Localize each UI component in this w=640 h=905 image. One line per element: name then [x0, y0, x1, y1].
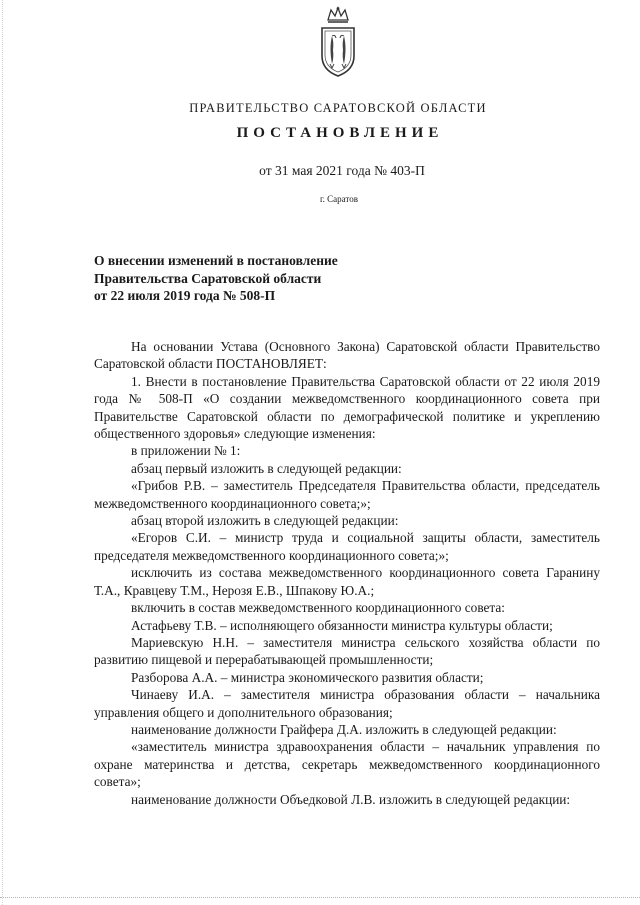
- subject-line: О внесении изменений в постановление: [94, 253, 338, 268]
- body-paragraph: включить в состав межведомственного координационного совета:: [131, 600, 505, 616]
- body-paragraph: Мариевскую Н.Н. – заместителя министра сельского хозяйства области по развитию пищевой и перерабатывающей промышленности;: [94, 634, 600, 668]
- body-paragraph: На основании Устава (Основного Закона) Саратовской области Правительство Саратовской области ПОСТАНОВЛЯЕТ:: [94, 339, 600, 372]
- subject-line: от 22 июля 2019 года № 508-П: [94, 288, 276, 303]
- organization-name: ПРАВИТЕЛЬСТВО САРАТОВСКОЙ ОБЛАСТИ: [189, 101, 487, 115]
- document-city: г. Саратов: [320, 194, 358, 204]
- subject-line: Правительства Саратовской области: [94, 270, 322, 286]
- body-paragraph: наименование должности Объедковой Л.В. изложить в следующей редакции:: [131, 791, 571, 807]
- body-paragraph: Астафьеву Т.В. – исполняющего обязанности министра культуры области;: [131, 617, 553, 633]
- body-paragraph: исключить из состава межведомственного координационного совета Гаранину Т.А., Кравцеву Т.М., Нерозя Е.В., Шпакову Ю.А.;: [94, 565, 600, 598]
- body-paragraph: «Грибов Р.В. – заместитель Председателя Правительства области, председатель межведомственного координационного совета;»;: [94, 478, 600, 511]
- body-paragraph: Разборова А.А. – министра экономического развития области;: [131, 669, 484, 685]
- body-paragraph: «Егоров С.И. – министр труда и социальной защиты области, заместитель председателя межведомственного координационного совета;»;: [94, 530, 600, 563]
- page-bottom-divider: [0, 897, 640, 898]
- body-paragraph: наименование должности Грайфера Д.А. изложить в следующей редакции:: [131, 721, 557, 737]
- body-paragraph: «заместитель министра здравоохранения области – начальник управления по охране материнства и детства, секретарь межведомственного координационного совета»;: [94, 739, 600, 790]
- document-date-number: от 31 мая 2021 года № 403-П: [259, 163, 425, 178]
- body-paragraph: Чинаеву И.А. – заместителя министра образования области – начальника управления общего и дополнительного образования;: [94, 687, 600, 720]
- coat-of-arms-icon: [318, 6, 358, 78]
- body-paragraph: в приложении № 1:: [131, 443, 241, 459]
- body-paragraph: абзац первый изложить в следующей редакции:: [131, 460, 402, 476]
- body-paragraph: абзац второй изложить в следующей редакции:: [131, 513, 399, 529]
- body-paragraph: 1. Внести в постановление Правительства Саратовской области от 22 июля 2019 года № 508-П «О создании межведомственного координационного совета при Правительстве Саратовской области по демографической политике и укреплению общественного здоровья» следующие изменения:: [94, 373, 600, 442]
- document-type-title: ПОСТАНОВЛЕНИЕ: [236, 125, 444, 141]
- document-body: [94, 338, 600, 808]
- document-subject: [94, 252, 414, 305]
